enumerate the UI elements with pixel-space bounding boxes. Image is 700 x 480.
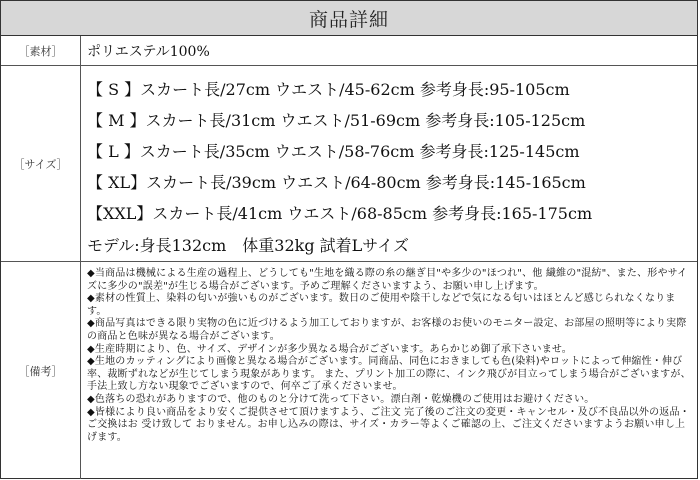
size-line-xxl: 【XXL】スカート長/41cm ウエスト/68-85cm 参考身長:165-175cm: [87, 204, 593, 223]
note-dye-smell: ◆素材の性質上、染料の匂いが強いものがございます。数日のご使用や陰干しなどで気になる匂いはほとんど感じられなくなります。: [87, 293, 676, 317]
note-washing: ◆色落ちの恐れがありますので、他のものと分けて洗って下さい。漂白剤・乾燥機のご使用はお避けください。: [87, 393, 595, 405]
size-line-xl: 【 XL】スカート長/39cm ウエスト/64-80cm 参考身長:145-165cm: [87, 173, 586, 192]
size-row: [1, 66, 697, 262]
note-returns: ◆皆様により良い商品をより安くご提供させて頂けますよう、ご注文 完了後のご注文の変更・キャンセル・及び不良品以外の返品・ご交換はお 受け致して おりません。お申し込みの際は、サイズ・カラー等よくご確認の上、ご注文くださいますようお願い申し上げます。: [87, 406, 690, 443]
note-photo-color: ◆商品写真はできる限り実物の色に近づけるよう加工しておりますが、お客様のお使いのモニター設定、お部屋の照明等により実際の商品と色味が異なる場合がございます。: [87, 318, 687, 342]
size-line-m: 【 M 】スカート長/31cm ウエスト/51-69cm 参考身長:105-125cm: [87, 111, 586, 130]
size-line-l: 【 L 】スカート長/35cm ウエスト/58-76cm 参考身長:125-145cm: [87, 142, 580, 161]
model-info: モデル:身長132cm 体重32kg 試着Lサイズ: [87, 236, 409, 255]
size-content: [81, 66, 697, 261]
page-title: 商品詳細: [1, 1, 697, 36]
material-row: [1, 36, 697, 66]
material-value: ポリエステル100%: [87, 43, 210, 60]
notes-row: [1, 262, 697, 479]
note-production-period: ◆生産時期により、色、サイズ、デザインが多少異なる場合がございます。あらかじめ御了承下さいませ。: [87, 343, 572, 355]
size-line-s: 【 S 】スカート長/27cm ウエスト/45-62cm 参考身長:95-105cm: [87, 80, 570, 99]
notes-content: [81, 262, 697, 479]
note-manufacturing: ◆当商品は機械による生産の過程上、どうしても"生地を織る際の糸の継ぎ目"や多少の"ほつれ"、他 繊維の"混紡"、また、形やサイズに多少の"誤差"が生じる場合がございます。予めご理解くださいますよう、お願い申し上げます。: [87, 268, 688, 292]
note-cutting: ◆生地のカッティングにより画像と異なる場合がございます。同商品、同色におきましても色(染料)やロットによって伸縮性・伸び率、裁断ずれなどが生じてしまう現象があります。 また、プリント加工の際に、インク飛びが目立ってしまう場合がございますが、手法上致し方ない現象でございますので、何卒ご了承くださいませ。: [87, 356, 691, 393]
notes-label: ［備考］: [1, 262, 81, 479]
material-label: ［素材］: [1, 36, 81, 65]
size-label: ［サイズ］: [1, 66, 81, 261]
